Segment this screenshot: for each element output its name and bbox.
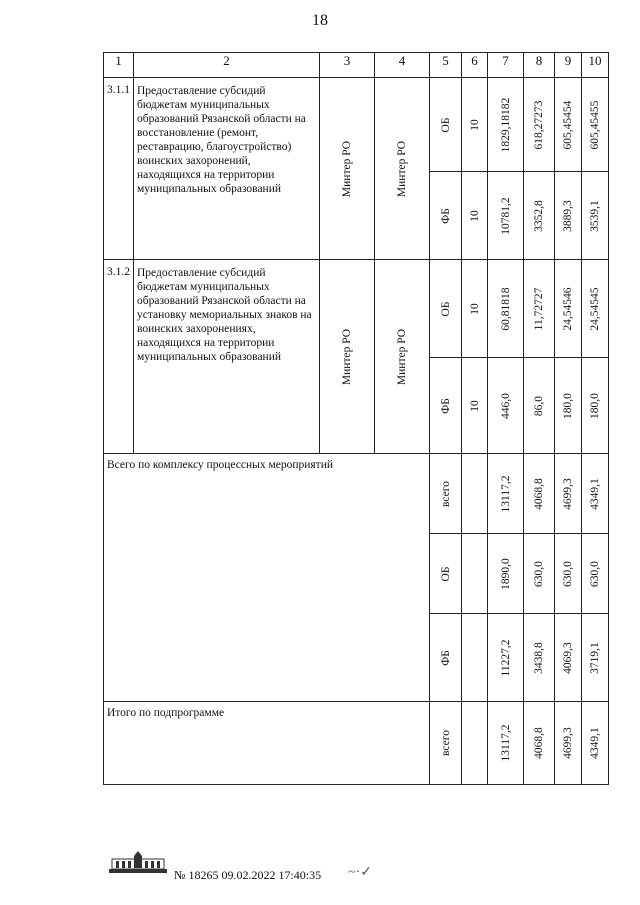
participant-cell xyxy=(375,78,430,260)
value-year-2: 605,45454 xyxy=(562,100,574,149)
value-year-2: 4069,3 xyxy=(562,641,574,674)
value-year-1: 86,0 xyxy=(533,395,545,416)
value-year-1: 630,0 xyxy=(533,560,545,587)
value-total: 1890,0 xyxy=(499,557,512,590)
page-number: 18 xyxy=(312,12,328,29)
header-cell-10: 10 xyxy=(582,53,609,78)
executor-cell xyxy=(320,78,375,260)
value-year-3: 3719,1 xyxy=(589,641,601,674)
value-total: 446,0 xyxy=(499,392,512,419)
value-total: 10781,2 xyxy=(499,196,512,235)
value-year-2: 3889,3 xyxy=(562,199,574,232)
value-year-2: 4699,3 xyxy=(562,727,574,759)
source-label: всего xyxy=(439,730,452,756)
code-value: 10 xyxy=(468,209,481,222)
header-cell-5: 5 xyxy=(430,53,462,78)
handwritten-mark: ~·✓ xyxy=(348,865,372,880)
value-year-1: 4068,8 xyxy=(533,727,545,759)
source-label: ФБ xyxy=(439,207,452,224)
value-year-1: 4068,8 xyxy=(533,477,545,510)
header-cell-4: 4 xyxy=(375,53,430,78)
header-cell-7: 7 xyxy=(488,53,524,78)
header-cell-2: 2 xyxy=(134,53,320,78)
value-total: 13117,2 xyxy=(499,724,512,762)
value-year-3: 630,0 xyxy=(589,560,601,587)
source-label: ОБ xyxy=(439,117,452,132)
value-year-1: 3352,8 xyxy=(533,199,545,232)
header-cell-9: 9 xyxy=(555,53,582,78)
participant-text: Минтер РО xyxy=(396,328,408,385)
table-row xyxy=(104,260,609,358)
participant-cell xyxy=(375,260,430,454)
table-row xyxy=(104,702,609,785)
complex-total-title: Всего по комплексу процессных мероприятий xyxy=(104,454,430,702)
header-row xyxy=(104,53,609,78)
source-label: ОБ xyxy=(439,301,452,316)
value-total: 1829,18182 xyxy=(499,97,512,152)
code-value: 10 xyxy=(468,118,481,131)
executor-cell xyxy=(320,260,375,454)
value-year-2: 24,54546 xyxy=(562,286,574,331)
table-row xyxy=(104,78,609,172)
value-year-2: 4699,3 xyxy=(562,477,574,510)
code-value: 10 xyxy=(468,302,481,315)
row-title: Предоставление субсидий бюджетам муниципальных образований Рязанской области на установку мемориальных знаков на воинских захоронениях, находящихся на территории муниципальных образований xyxy=(134,260,320,454)
source-label: всего xyxy=(439,480,452,507)
value-year-3: 4349,1 xyxy=(589,477,601,510)
header-cell-3: 3 xyxy=(320,53,375,78)
budget-table xyxy=(103,52,609,785)
executor-text: Минтер РО xyxy=(341,328,353,385)
row-number: 3.1.1 xyxy=(104,78,134,260)
header-cell-6: 6 xyxy=(462,53,488,78)
value-year-2: 180,0 xyxy=(562,392,574,419)
code-value: 10 xyxy=(468,399,481,412)
source-label: ФБ xyxy=(439,397,452,414)
source-label: ОБ xyxy=(439,566,452,581)
executor-text: Минтер РО xyxy=(341,140,353,197)
value-total: 13117,2 xyxy=(499,475,512,512)
value-year-1: 618,27273 xyxy=(533,100,545,149)
header-cell-1: 1 xyxy=(104,53,134,78)
table-row xyxy=(104,454,609,534)
value-year-3: 180,0 xyxy=(589,392,601,419)
row-title: Предоставление субсидий бюджетам муниципальных образований Рязанской области на восстановление (ремонт, реставрацию, благоустройство) воинских захоронений, находящихся на территории муниципальных образований xyxy=(134,78,320,260)
value-year-3: 605,45455 xyxy=(589,100,601,149)
value-year-1: 3438,8 xyxy=(533,641,545,674)
header-cell-8: 8 xyxy=(524,53,555,78)
value-year-1: 11,72727 xyxy=(533,287,545,330)
row-number: 3.1.2 xyxy=(104,260,134,454)
document-footer xyxy=(108,850,428,890)
building-seal-icon xyxy=(108,850,168,874)
value-year-3: 24,54545 xyxy=(589,286,601,331)
participant-text: Минтер РО xyxy=(396,140,408,197)
value-total: 11227,2 xyxy=(499,639,512,676)
registration-stamp: № 18265 09.02.2022 17:40:35 xyxy=(174,868,322,882)
value-year-3: 3539,1 xyxy=(589,199,601,232)
value-year-3: 4349,1 xyxy=(589,727,601,759)
subprogram-total-title: Итого по подпрограмме xyxy=(104,702,430,785)
source-label: ФБ xyxy=(439,649,452,666)
value-total: 60,81818 xyxy=(499,286,512,331)
value-year-2: 630,0 xyxy=(562,560,574,587)
